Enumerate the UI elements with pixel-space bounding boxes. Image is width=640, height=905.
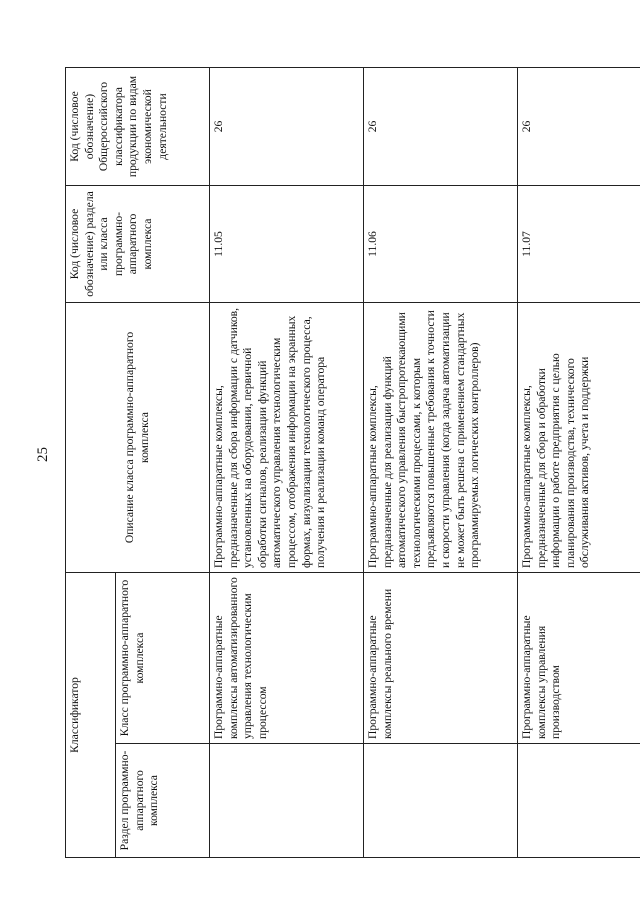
row-section xyxy=(518,744,640,858)
row-code: 11.06 xyxy=(364,186,518,303)
header-section: Раздел программно-аппаратного комплекса xyxy=(116,744,210,858)
row-description: Программно-аппаратные комплексы, предназначенные для сбора и обработки информации о работе предприятия с целью планирования производства, технического обслуживания активов, учета и поддержки xyxy=(518,303,640,573)
row-class-name: Программно-аппаратные комплексы управления производством xyxy=(518,573,640,744)
row-class-name: Программно-аппаратные комплексы реального времени xyxy=(364,573,518,744)
row-okved: 26 xyxy=(210,68,364,186)
row-section xyxy=(364,744,518,858)
table-row xyxy=(518,68,640,858)
row-class-name: Программно-аппаратные комплексы автоматизированного управления технологическим процессом xyxy=(210,573,364,744)
header-classifier: Классификатор xyxy=(66,573,116,858)
header-description: Описание класса программно-аппаратного комплекса xyxy=(66,303,210,573)
row-code: 11.07 xyxy=(518,186,640,303)
table-row xyxy=(364,68,518,858)
row-section xyxy=(210,744,364,858)
table-row xyxy=(210,68,364,858)
row-okved: 26 xyxy=(518,68,640,186)
row-code: 11.05 xyxy=(210,186,364,303)
header-okved: Код (числовое обозначение) Общероссийского классификатора продукции по видам экономической деятельности xyxy=(66,68,210,186)
row-description: Программно-аппаратные комплексы, предназначенные для сбора информации с датчиков, установленных на оборудовании, первичной обработки сигналов, реализации функций автоматического управления технологическим процессом, отображения информации на экранных формах, визуализации технологического процесса, получения и реализации команд оператора xyxy=(210,303,364,573)
classifier-table xyxy=(65,67,640,858)
rotated-table-area xyxy=(65,68,640,858)
row-description: Программно-аппаратные комплексы, предназначенные для реализации функций автоматического управления быстропротекающими технологическими процессами, к которым предъявляются повышенные требования к точности и скорости управления (когда задача автоматизации не может быть решена с применением стандартных программируемых логических контроллеров) xyxy=(364,303,518,573)
header-code: Код (числовое обозначение) раздела или класса программно-аппаратного комплекса xyxy=(66,186,210,303)
page-number: 25 xyxy=(35,447,51,462)
row-okved: 26 xyxy=(364,68,518,186)
header-class-name: Класс программно-аппаратного комплекса xyxy=(116,573,210,744)
